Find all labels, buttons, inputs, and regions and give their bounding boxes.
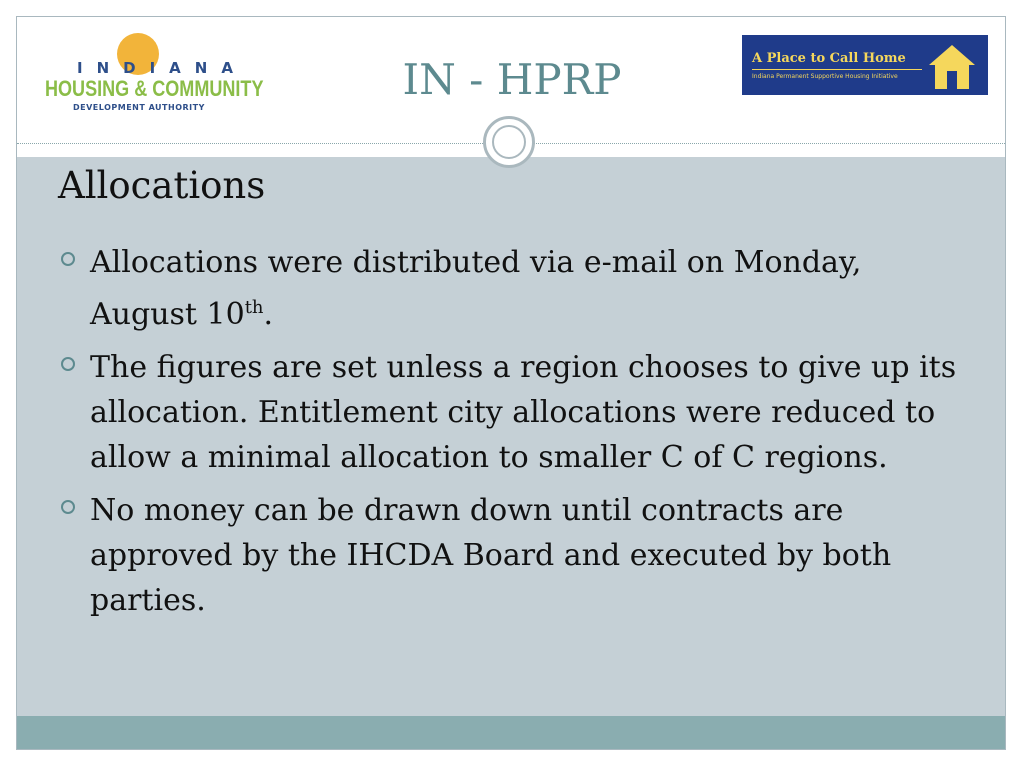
- house-icon: [927, 41, 977, 91]
- circle-bullet-icon: [61, 500, 75, 514]
- circle-bullet-icon: [61, 357, 75, 371]
- bullet-superscript: th: [244, 297, 264, 318]
- circle-ornament-icon: [483, 116, 535, 168]
- logo-indiana-text: INDIANA: [77, 59, 247, 77]
- bullet-text: No money can be drawn down until contracts are approved by the IHCDA Board and executed by both parties.: [90, 493, 892, 618]
- logo-right-divider: [752, 69, 922, 70]
- bullet-tail: .: [263, 297, 274, 332]
- ihcda-logo: [39, 29, 264, 119]
- logo-housing-text: HOUSING & COMMUNITY: [45, 76, 264, 101]
- bullet-item: [58, 345, 968, 480]
- logo-right-title: A Place to Call Home: [752, 51, 906, 66]
- bullet-text: Allocations were distributed via e-mail on Monday, August 10: [90, 245, 862, 332]
- bullet-item: [58, 240, 968, 337]
- section-heading: Allocations: [58, 164, 266, 207]
- bullet-text: The figures are set unless a region chooses to give up its allocation. Entitlement city allocations were reduced to allow a minimal allocation to smaller C of C regions.: [90, 350, 957, 475]
- bullet-list: [58, 240, 968, 631]
- logo-right-subtitle: Indiana Permanent Supportive Housing Initiative: [752, 73, 898, 80]
- logo-authority-text: DEVELOPMENT AUTHORITY: [73, 103, 205, 112]
- circle-bullet-icon: [61, 252, 75, 266]
- slide-title: IN - HPRP: [402, 55, 622, 104]
- place-to-call-home-logo: [742, 35, 988, 95]
- bullet-item: [58, 488, 968, 623]
- slide-footer-bar: [17, 716, 1005, 750]
